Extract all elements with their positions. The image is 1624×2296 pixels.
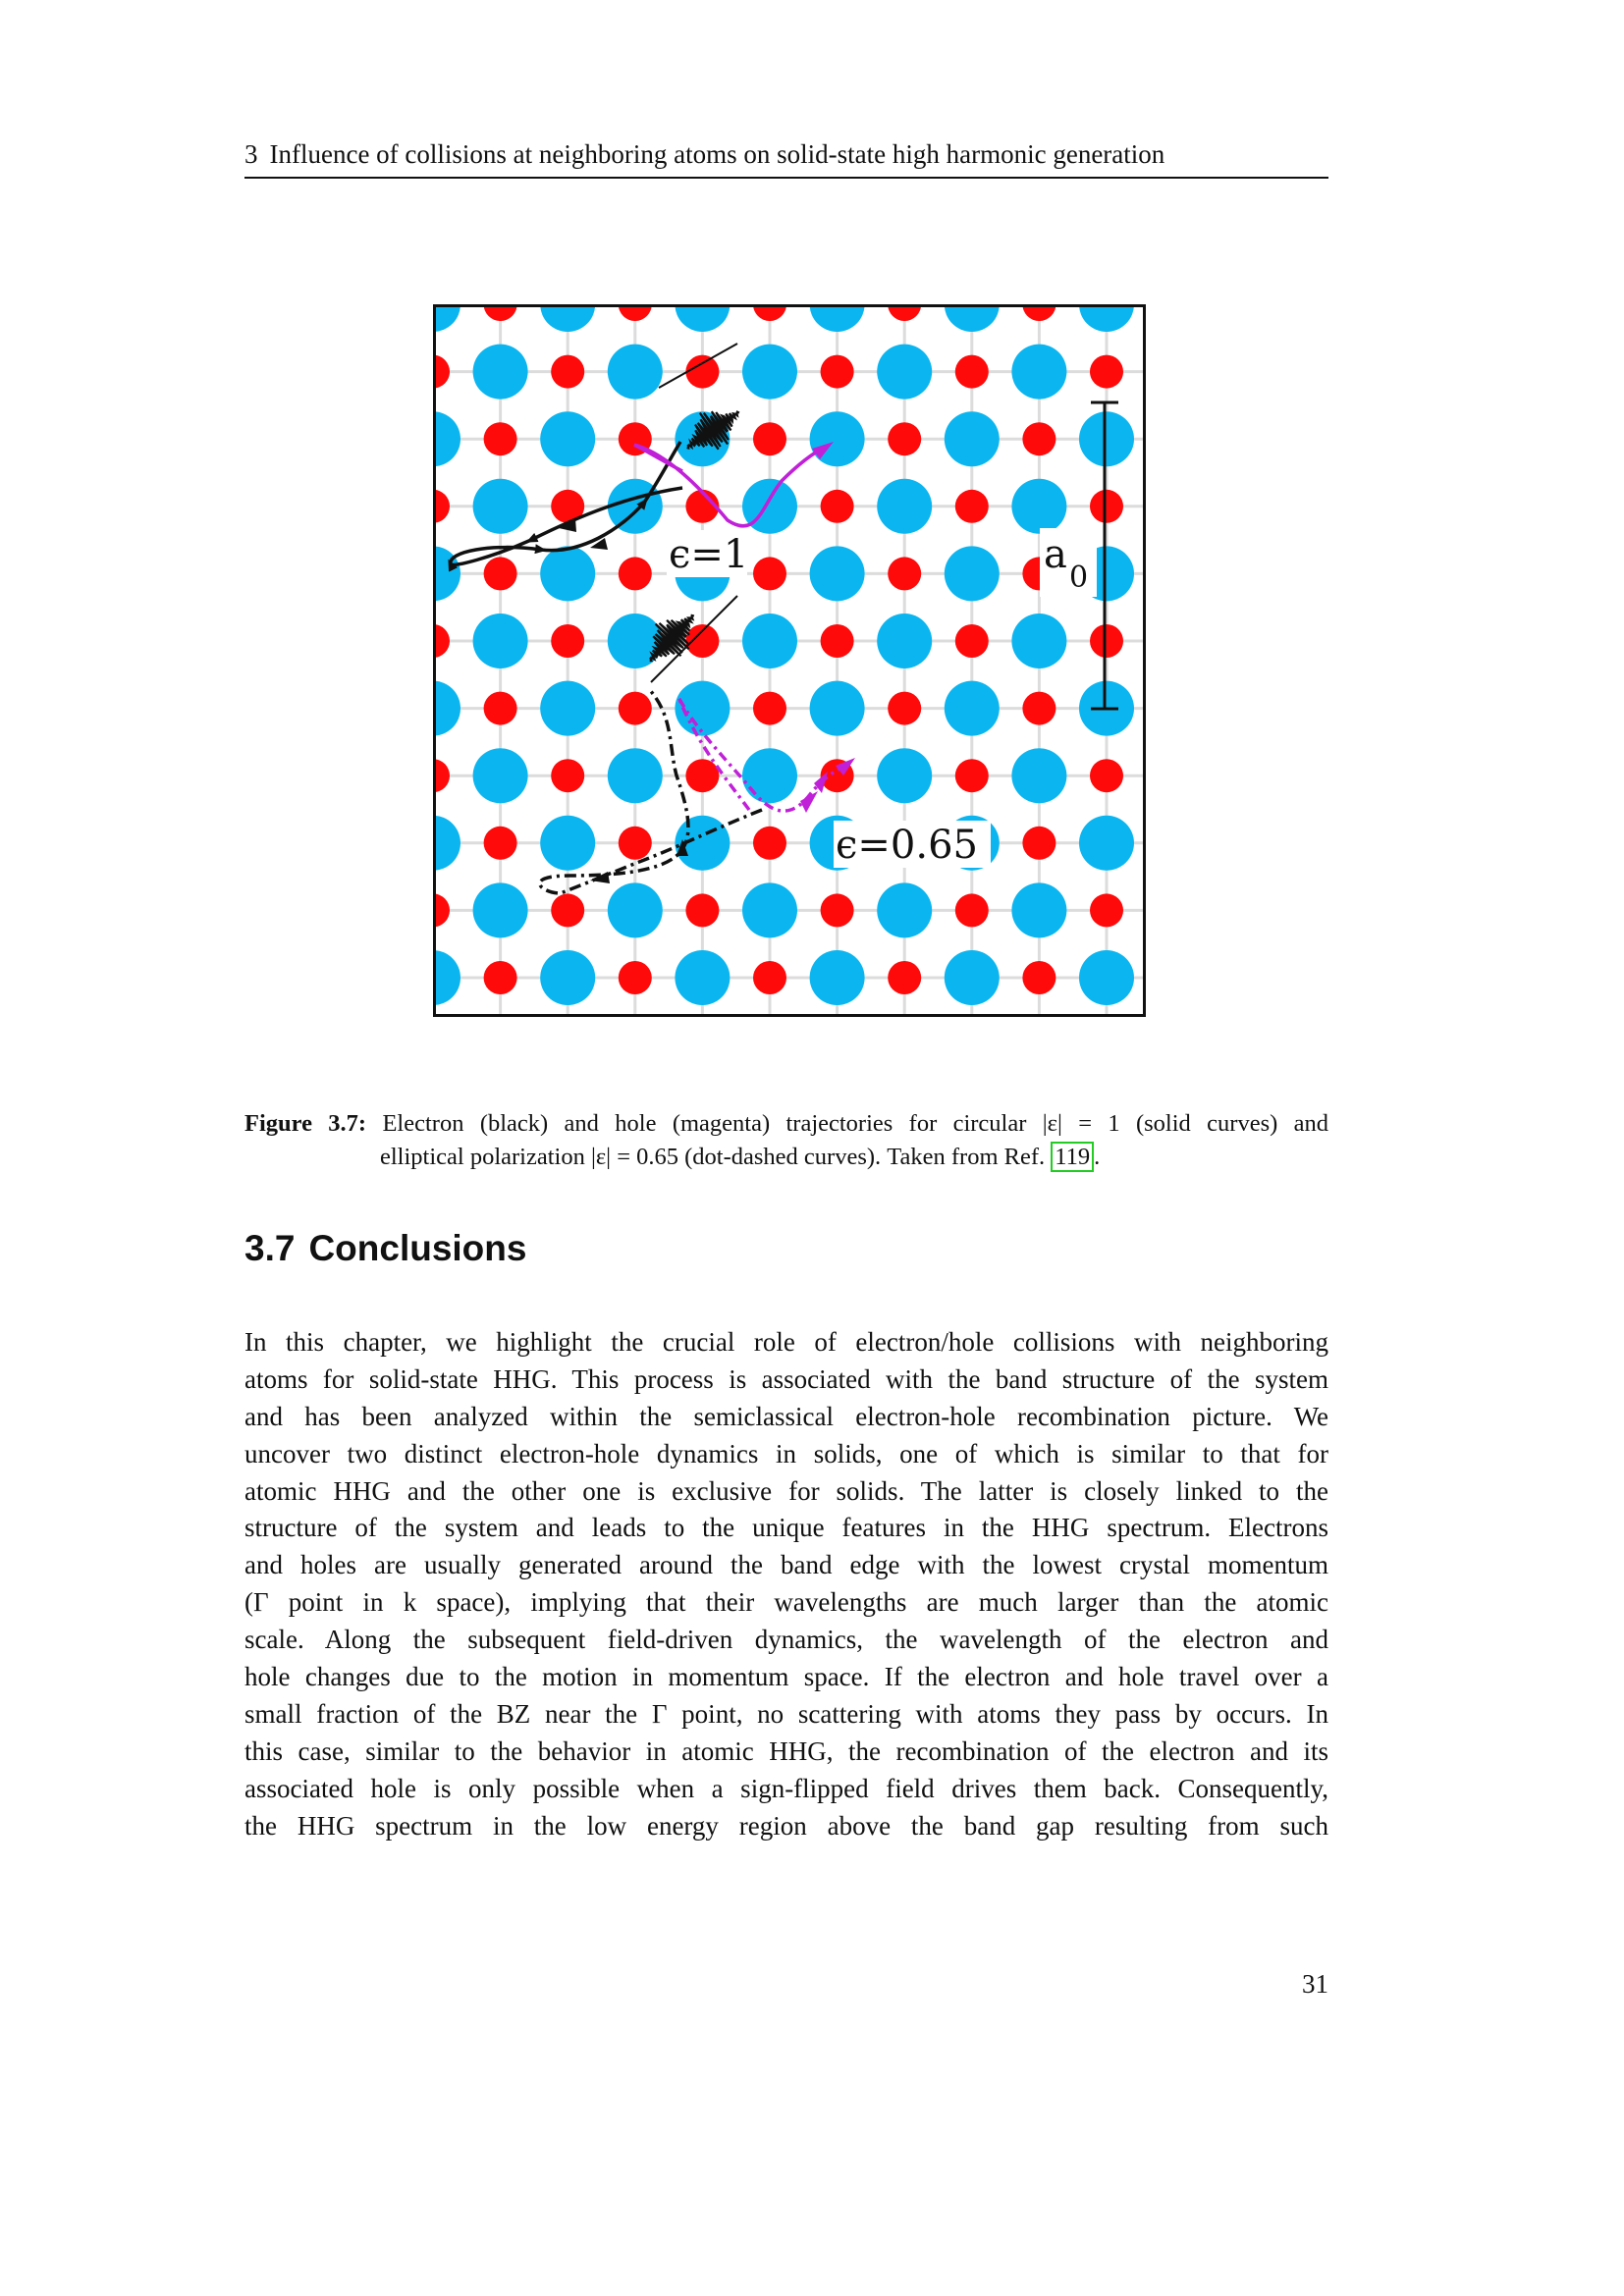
body-paragraph	[244, 1324, 1328, 1844]
section-heading	[244, 1225, 526, 1272]
small-atom	[619, 557, 652, 590]
large-atom	[810, 950, 865, 1005]
page-number: 31	[1302, 1969, 1328, 1999]
small-atom	[619, 692, 652, 725]
large-atom	[1011, 479, 1066, 534]
small-atom	[551, 355, 584, 389]
small-atom	[551, 624, 584, 658]
small-atom	[1090, 893, 1123, 927]
caption-text-1: Electron (black) and hole (magenta) trajectories for circular |ε| = 1 (solid curves) and	[382, 1110, 1328, 1137]
large-atom	[473, 345, 528, 400]
body-line: atoms for solid-state HHG. This process is associated with the band structure of the system	[244, 1363, 1328, 1394]
small-atom	[484, 557, 517, 590]
body-line: associated hole is only possible when a sign-flipped field drives them back. Consequently,	[244, 1773, 1328, 1803]
small-atom	[1022, 422, 1056, 455]
large-atom	[608, 345, 663, 400]
large-atom	[945, 546, 1000, 601]
small-atom	[1090, 355, 1123, 389]
large-atom	[1011, 748, 1066, 803]
large-atom	[810, 681, 865, 736]
large-atom	[877, 748, 932, 803]
label-circular-text: ϵ=1	[669, 532, 749, 577]
body-line: the HHG spectrum in the low energy region above the band gap resulting from such	[244, 1810, 1328, 1841]
small-atom	[888, 961, 921, 994]
body-line: and holes are usually generated around the band edge with the lowest crystal momentum	[244, 1550, 1328, 1580]
large-atom	[1011, 882, 1066, 937]
large-atom	[540, 681, 595, 736]
small-atom	[551, 759, 584, 792]
small-atom	[1090, 490, 1123, 523]
large-atom	[742, 614, 797, 668]
citation-link[interactable]: 119	[1051, 1142, 1094, 1172]
lattice-figure-svg	[433, 304, 1146, 1017]
running-head	[244, 135, 1328, 179]
caption-label: Figure 3.7:	[244, 1110, 367, 1137]
large-atom	[540, 546, 595, 601]
large-atom	[1079, 411, 1134, 466]
body-line: this case, similar to the behavior in atomic HHG, the recombination of the electron and its	[244, 1735, 1328, 1766]
caption-text-2: elliptical polarization |ε| = 0.65 (dot-dashed curves). Taken from Ref.	[380, 1144, 1052, 1170]
caption-text-3: .	[1094, 1144, 1101, 1170]
section-number: 3.7	[244, 1228, 296, 1268]
small-atom	[955, 355, 989, 389]
large-atom	[1011, 614, 1066, 668]
small-atom	[685, 355, 719, 389]
small-atom	[753, 827, 786, 860]
large-atom	[742, 345, 797, 400]
large-atom	[1079, 950, 1134, 1005]
large-atom	[810, 411, 865, 466]
large-atom	[540, 950, 595, 1005]
small-atom	[753, 557, 786, 590]
lattice-constant-symbol: a	[1044, 532, 1067, 577]
small-atom	[753, 692, 786, 725]
figure-caption	[244, 1107, 1328, 1174]
large-atom	[473, 479, 528, 534]
small-atom	[484, 692, 517, 725]
body-line: small fraction of the BZ near the Γ point, no scattering with atoms they pass by occurs. In	[244, 1698, 1328, 1729]
body-line: hole changes due to the motion in momentum space. If the electron and hole travel over a	[244, 1662, 1328, 1692]
caption-line-2	[244, 1141, 1328, 1174]
label-lattice-constant	[1040, 528, 1097, 597]
small-atom	[551, 893, 584, 927]
large-atom	[675, 950, 730, 1005]
small-atom	[821, 893, 854, 927]
label-circular	[667, 530, 748, 577]
body-line: (Γ point in k space), implying that their wavelengths are much larger than the atomic	[244, 1587, 1328, 1618]
small-atom	[821, 490, 854, 523]
large-atom	[473, 882, 528, 937]
large-atom	[473, 748, 528, 803]
small-atom	[1022, 692, 1056, 725]
large-atom	[742, 748, 797, 803]
small-atom	[1090, 759, 1123, 792]
body-line: uncover two distinct electron-hole dynamics in solids, one of which is similar to that for	[244, 1438, 1328, 1468]
small-atom	[753, 422, 786, 455]
large-atom	[473, 614, 528, 668]
small-atom	[1090, 624, 1123, 658]
small-atom	[955, 624, 989, 658]
large-atom	[1079, 816, 1134, 871]
small-atom	[955, 490, 989, 523]
small-atom	[955, 893, 989, 927]
small-atom	[484, 961, 517, 994]
small-atom	[484, 827, 517, 860]
small-atom	[888, 557, 921, 590]
small-atom	[955, 759, 989, 792]
chapter-number: 3	[244, 139, 258, 169]
large-atom	[1011, 345, 1066, 400]
body-line: structure of the system and leads to the unique features in the HHG spectrum. Electrons	[244, 1513, 1328, 1543]
caption-line-1	[244, 1107, 1328, 1141]
figure-lattice-trajectories	[433, 304, 1146, 1017]
large-atom	[810, 546, 865, 601]
body-line: In this chapter, we highlight the crucial role of electron/hole collisions with neighboring	[244, 1327, 1328, 1357]
small-atom	[1022, 961, 1056, 994]
large-atom	[945, 950, 1000, 1005]
large-atom	[877, 345, 932, 400]
small-atom	[1022, 827, 1056, 860]
small-atom	[753, 961, 786, 994]
small-atom	[484, 422, 517, 455]
small-atom	[821, 355, 854, 389]
chapter-title: Influence of collisions at neighboring atoms on solid-state high harmonic generation	[269, 139, 1165, 169]
label-elliptical-text: ϵ=0.65	[836, 823, 978, 868]
section-title: Conclusions	[308, 1228, 527, 1268]
large-atom	[540, 816, 595, 871]
body-line: and has been analyzed within the semiclassical electron-hole recombination picture. We	[244, 1401, 1328, 1431]
small-atom	[619, 827, 652, 860]
small-atom	[685, 624, 719, 658]
large-atom	[945, 411, 1000, 466]
lattice-constant-subscript: 0	[1069, 561, 1089, 595]
small-atom	[685, 893, 719, 927]
large-atom	[742, 882, 797, 937]
small-atom	[888, 692, 921, 725]
body-line: atomic HHG and the other one is exclusive for solids. The latter is closely linked to the	[244, 1475, 1328, 1506]
large-atom	[608, 882, 663, 937]
small-atom	[821, 624, 854, 658]
small-atom	[888, 422, 921, 455]
body-line: scale. Along the subsequent field-driven dynamics, the wavelength of the electron and	[244, 1625, 1328, 1655]
small-atom	[685, 759, 719, 792]
large-atom	[877, 614, 932, 668]
small-atom	[619, 961, 652, 994]
large-atom	[945, 681, 1000, 736]
large-atom	[877, 882, 932, 937]
label-elliptical	[834, 821, 991, 868]
large-atom	[540, 411, 595, 466]
large-atom	[608, 748, 663, 803]
large-atom	[877, 479, 932, 534]
